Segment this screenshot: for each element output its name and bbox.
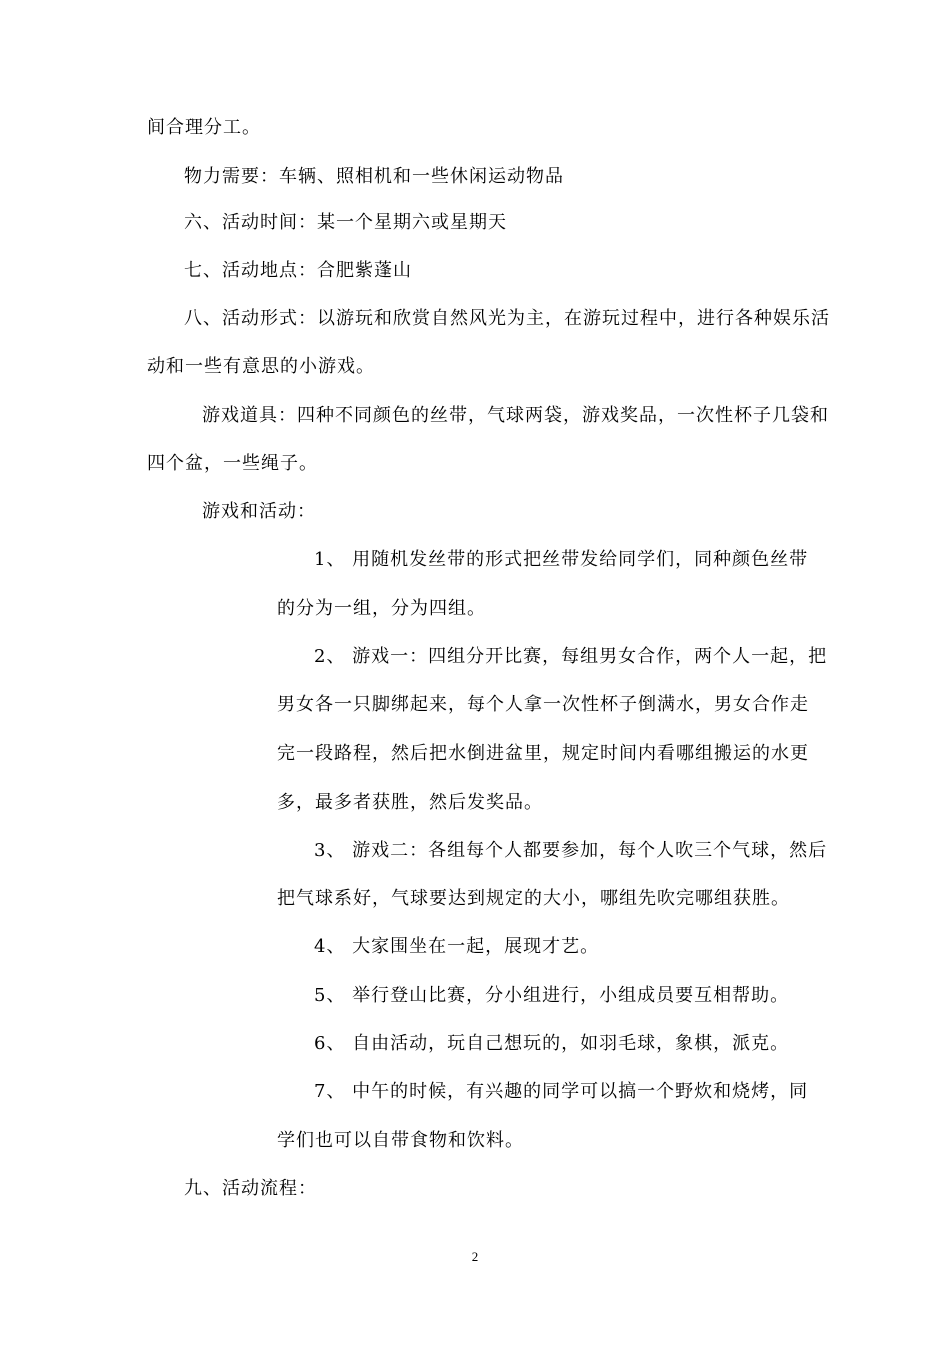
list-item-2-line-2: 男女各一只脚绑起来，每个人拿一次性杯子倒满水，男女合作走 xyxy=(277,694,809,715)
list-item-3-line-1: 3、 游戏二：各组每个人都要参加，每个人吹三个气球，然后 xyxy=(314,840,828,861)
list-item-6: 6、 自由活动，玩自己想玩的，如羽毛球，象棋，派克。 xyxy=(314,1033,790,1054)
list-item-7-line-2: 学们也可以自带食物和饮料。 xyxy=(277,1130,524,1151)
text-line-4: 七、活动地点：合肥紫蓬山 xyxy=(184,260,412,281)
list-item-7-line-1: 7、 中午的时候，有兴趣的同学可以搞一个野炊和烧烤，同 xyxy=(314,1081,809,1102)
text-line-9: 游戏和活动： xyxy=(202,501,316,522)
text-line-3: 六、活动时间：某一个星期六或星期天 xyxy=(184,212,507,233)
text-line-2: 物力需要：车辆、照相机和一些休闲运动物品 xyxy=(184,166,564,187)
text-line-8: 四个盆，一些绳子。 xyxy=(147,453,318,474)
section-heading-nine: 九、活动流程： xyxy=(184,1178,317,1199)
list-item-1-line-1: 1、 用随机发丝带的形式把丝带发给同学们，同种颜色丝带 xyxy=(314,549,809,570)
list-item-1-line-2: 的分为一组，分为四组。 xyxy=(277,598,486,619)
text-line-5: 八、活动形式：以游玩和欣赏自然风光为主，在游玩过程中，进行各种娱乐活 xyxy=(184,308,830,329)
page-number: 2 xyxy=(471,1249,479,1264)
list-item-2-line-4: 多，最多者获胜，然后发奖品。 xyxy=(277,792,543,813)
list-item-3-line-2: 把气球系好，气球要达到规定的大小，哪组先吹完哪组获胜。 xyxy=(277,888,790,909)
list-item-2-line-3: 完一段路程，然后把水倒进盆里，规定时间内看哪组搬运的水更 xyxy=(277,743,809,764)
text-line-7: 游戏道具：四种不同颜色的丝带，气球两袋，游戏奖品，一次性杯子几袋和 xyxy=(202,405,829,426)
list-item-5: 5、 举行登山比赛，分小组进行，小组成员要互相帮助。 xyxy=(314,985,790,1006)
text-line-1: 间合理分工。 xyxy=(147,117,261,138)
list-item-2-line-1: 2、 游戏一：四组分开比赛，每组男女合作，两个人一起，把 xyxy=(314,646,828,667)
list-item-4: 4、 大家围坐在一起，展现才艺。 xyxy=(314,936,600,957)
text-line-6: 动和一些有意思的小游戏。 xyxy=(147,356,375,377)
